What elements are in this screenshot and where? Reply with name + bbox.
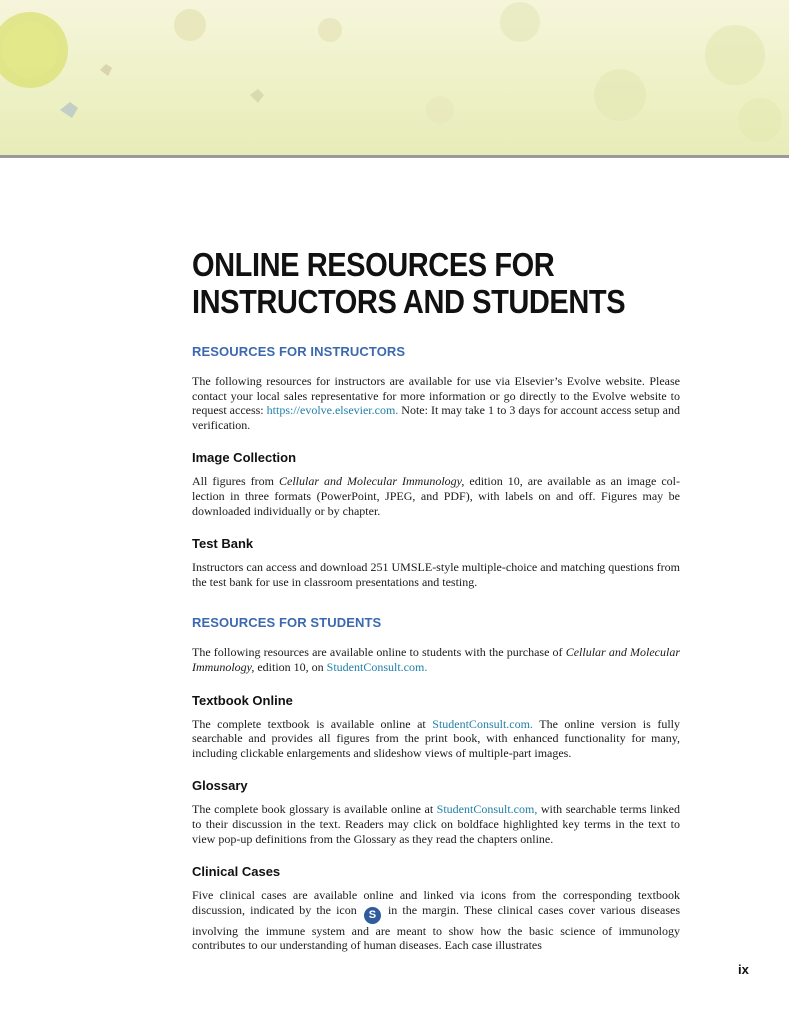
glossary-text [192,802,680,846]
image-collection-text [192,474,680,518]
image-collection-text-a: All figures from [192,474,280,489]
image-collection-text-b: edition 10, are available as an image collection in three formats (PowerPoint, JPEG, and PDF), with labels on and off. Figures may be downloaded individually or by chapter. [192,474,680,518]
header-banner [0,0,789,157]
banner-divider [0,155,789,158]
glossary-text-b: with searchable terms linked to their discussion in the text. Readers may click on boldface highlighted key terms in the text to view pop-up definitions from the Glossary as they read the chapters online. [192,802,680,846]
students-book-title: Cellular and Molecular Immunology, [192,645,680,674]
page-title-line-2: INSTRUCTORS AND STUDENTS [192,283,626,320]
students-intro [192,645,680,674]
studentconsult-link-textbook[interactable]: StudentConsult.com. [432,716,533,731]
instructors-intro [192,374,680,432]
students-intro-edition: edition 10, on [254,659,327,674]
clinical-cases-text [192,888,680,953]
studentconsult-link-intro[interactable]: StudentConsult.com. [326,659,428,674]
book-title: Cellular and Molecular Immunology, [279,474,465,489]
test-bank-heading: Test Bank [192,536,254,552]
page-title [192,246,626,320]
glossary-heading: Glossary [192,778,248,794]
evolve-link[interactable]: https://evolve.elsevier.com. [266,403,399,418]
clinical-case-icon: S [364,907,381,924]
students-heading: RESOURCES FOR STUDENTS [192,615,382,631]
studentconsult-link-glossary[interactable]: StudentConsult.com, [436,802,538,817]
textbook-online-text-b: The online version is fully searchable and provides all figures from the print book, with enhanced functionality for many, including clickable enlargements and slideshow views of multiple-part images. [192,716,680,760]
test-bank-text: Instructors can access and download 251 UMSLE-style multiple-choice and matching questions from the test bank for use in classroom presentations and testing. [192,560,680,589]
students-intro-text: The following resources are available online to students with the purchase of [192,645,566,660]
textbook-online-heading: Textbook Online [192,692,293,708]
page-number: ix [738,962,749,977]
clinical-cases-text-a: Five clinical cases are available online and linked via icons from the corresponding textbook discussion, indicated by the icon [192,888,680,917]
textbook-online-text-a: The complete textbook is available online at [192,716,433,731]
instructors-heading: RESOURCES FOR INSTRUCTORS [192,344,406,359]
clinical-cases-heading: Clinical Cases [192,864,281,880]
clinical-cases-text-b: in the margin. These clinical cases cover various diseases involving the immune system and are meant to show how the basic science of immunology contributes to our understanding of human diseases. Each case illustrates [192,902,680,953]
banner-cell-illustration [0,0,789,157]
textbook-online-text [192,717,680,761]
page-content [192,246,680,953]
instructors-intro-text: The following resources for instructors are available for use via Elsevier’s Evolve website. Please contact your local sales representative for more information or go directly to the Evolve website to request access: [192,374,680,418]
image-collection-heading: Image Collection [192,450,297,466]
page-title-line-1: ONLINE RESOURCES FOR [192,246,555,283]
glossary-text-a: The complete book glossary is available online at [192,802,437,817]
instructors-intro-note: Note: It may take 1 to 3 days for account access setup and verification. [192,403,680,432]
